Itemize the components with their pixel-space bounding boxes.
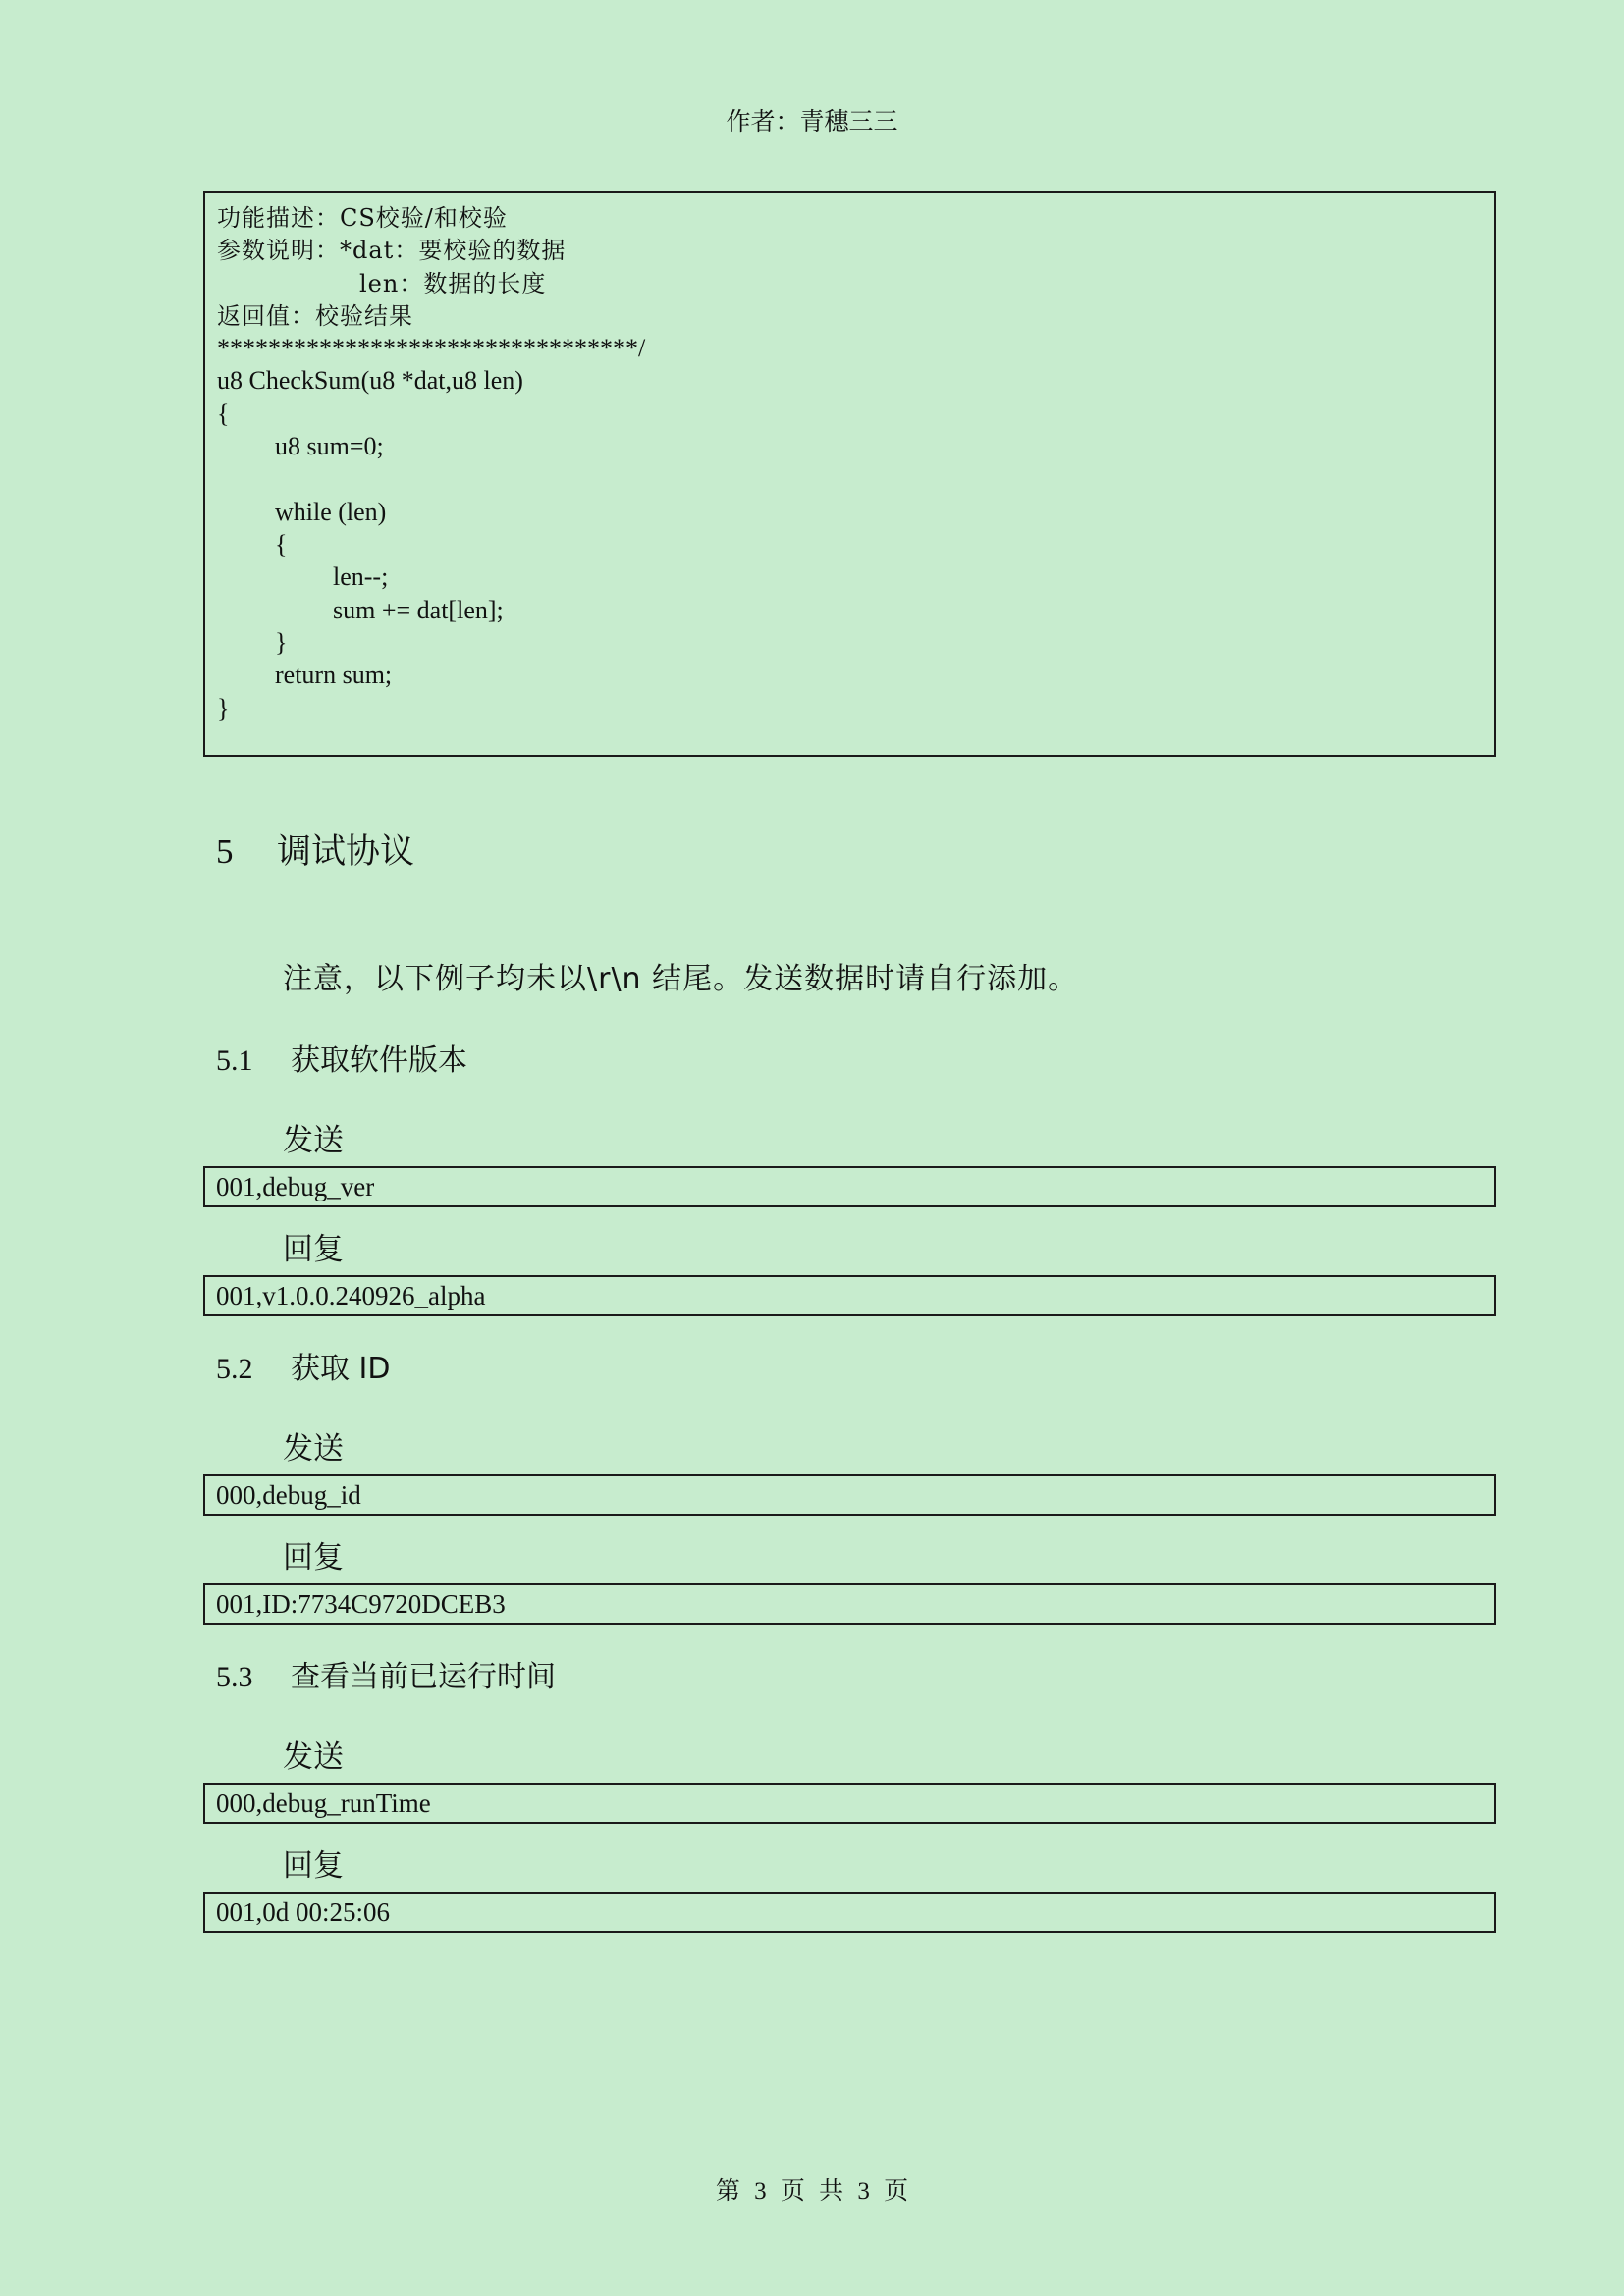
code-line: len--; [333, 562, 389, 591]
subsection-number: 5.1 [216, 1044, 253, 1077]
code-line: 参数说明：*dat：要校验的数据 [217, 237, 567, 264]
subsection-number: 5.3 [216, 1661, 253, 1693]
reply-label: 回复 [283, 1540, 344, 1575]
send-label: 发送 [283, 1431, 344, 1467]
send-command-box: 000,debug_id [203, 1474, 1496, 1516]
code-line: u8 CheckSum(u8 *dat,u8 len) [217, 366, 523, 395]
code-line: } [217, 694, 230, 722]
section-number: 5 [216, 832, 234, 871]
subsection-number: 5.2 [216, 1353, 253, 1385]
reply-box: 001,ID:7734C9720DCEB3 [203, 1583, 1496, 1625]
section-title: 调试协议 [277, 832, 415, 872]
send-label: 发送 [283, 1123, 344, 1158]
code-line: *********************************/ [217, 334, 646, 362]
page-footer-number: 第 3 页 共 3 页 [715, 2178, 909, 2205]
subsection-heading [216, 1652, 556, 1695]
reply-label: 回复 [283, 1848, 344, 1884]
code-line: u8 sum=0; [275, 432, 384, 460]
note-paragraph: 注意，以下例子均未以\r\n 结尾。发送数据时请自行添加。 [283, 962, 1079, 996]
reply-box: 001,0d 00:25:06 [203, 1892, 1496, 1933]
code-line: { [217, 400, 230, 428]
code-line: 返回值：校验结果 [217, 302, 413, 330]
code-line: sum += dat[len]; [333, 596, 504, 624]
send-command-box: 000,debug_runTime [203, 1783, 1496, 1824]
section-heading [216, 825, 414, 874]
code-line: { [275, 530, 288, 559]
send-label: 发送 [283, 1739, 344, 1775]
subsection-title: 获取软件版本 [291, 1043, 467, 1078]
code-line: len：数据的长度 [359, 270, 547, 297]
code-block [203, 191, 1496, 757]
subsection-title: 获取 ID [291, 1352, 391, 1386]
code-line: while (len) [275, 498, 387, 526]
reply-box: 001,v1.0.0.240926_alpha [203, 1275, 1496, 1316]
subsection-heading [216, 1344, 390, 1387]
subsection-heading [216, 1036, 467, 1079]
reply-label: 回复 [283, 1232, 344, 1267]
page-header-author: 作者：青穗三三 [726, 109, 898, 135]
subsection-title: 查看当前已运行时间 [291, 1660, 556, 1694]
send-command-box: 001,debug_ver [203, 1166, 1496, 1207]
code-line: return sum; [275, 661, 393, 689]
code-line: } [275, 628, 288, 657]
code-line: 功能描述：CS校验/和校验 [217, 204, 508, 232]
